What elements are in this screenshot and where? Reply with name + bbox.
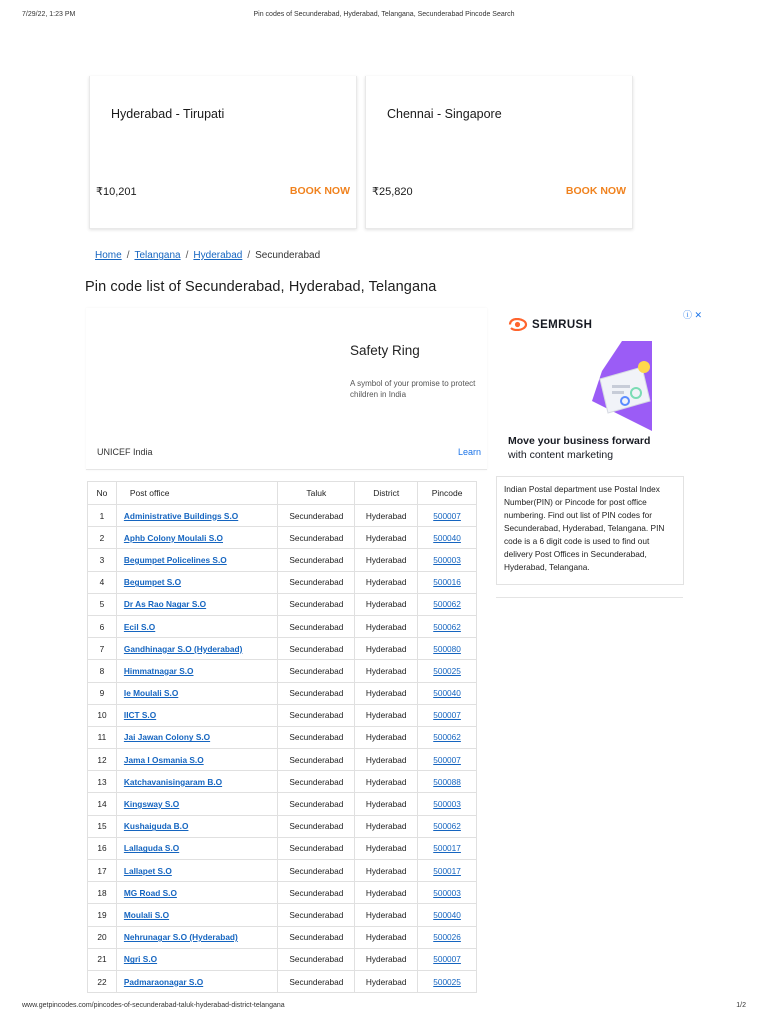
post-office-link[interactable]: Aphb Colony Moulali S.O bbox=[123, 532, 223, 543]
row-number: 14 bbox=[88, 793, 117, 815]
breadcrumb-separator: / bbox=[247, 250, 251, 261]
taluk-cell: Secunderabad bbox=[278, 615, 355, 637]
table-row bbox=[88, 837, 477, 859]
district-cell: Hyderabad bbox=[355, 682, 418, 704]
taluk-cell: Secunderabad bbox=[278, 815, 355, 837]
post-office-link[interactable]: Lallapet S.O bbox=[123, 865, 172, 876]
district-cell: Hyderabad bbox=[355, 860, 418, 882]
row-number: 19 bbox=[88, 904, 117, 926]
district-cell: Hyderabad bbox=[355, 505, 418, 527]
dashboard-illustration-icon bbox=[592, 341, 652, 431]
table-row bbox=[88, 660, 477, 682]
district-cell: Hyderabad bbox=[355, 749, 418, 771]
pincode-link[interactable]: 500017 bbox=[433, 865, 461, 876]
pincode-link[interactable]: 500080 bbox=[433, 643, 461, 654]
post-office-link[interactable]: Himmatnagar S.O bbox=[123, 665, 194, 676]
breadcrumb-separator: / bbox=[185, 250, 189, 261]
taluk-cell: Secunderabad bbox=[278, 948, 355, 970]
taluk-cell: Secunderabad bbox=[278, 571, 355, 593]
post-office-link[interactable]: Jai Jawan Colony S.O bbox=[123, 732, 211, 743]
flight-price: ₹10,201 bbox=[96, 186, 137, 198]
breadcrumb-state-link[interactable]: Telangana bbox=[134, 250, 181, 261]
ad-learn-more-link[interactable]: Learn bbox=[458, 447, 482, 457]
table-body bbox=[88, 505, 477, 993]
district-cell: Hyderabad bbox=[355, 638, 418, 660]
district-cell: Hyderabad bbox=[355, 726, 418, 748]
district-cell: Hyderabad bbox=[355, 549, 418, 571]
ad-headline: Move your business forward bbox=[508, 435, 651, 447]
breadcrumb-home-link[interactable]: Home bbox=[95, 250, 122, 261]
print-url: www.getpincodes.com/pincodes-of-secunderabad-taluk-hyderabad-district-telangana bbox=[22, 1002, 285, 1009]
print-datetime: 7/29/22, 1:23 PM bbox=[22, 11, 76, 18]
book-now-button[interactable]: BOOK NOW bbox=[289, 185, 350, 197]
table-row bbox=[88, 882, 477, 904]
district-cell: Hyderabad bbox=[355, 660, 418, 682]
table-row bbox=[88, 615, 477, 637]
district-cell: Hyderabad bbox=[355, 926, 418, 948]
post-office-link[interactable]: Ecil S.O bbox=[123, 621, 156, 632]
pincode-link[interactable]: 500017 bbox=[433, 843, 461, 854]
table-row bbox=[88, 549, 477, 571]
pincode-link[interactable]: 500007 bbox=[433, 510, 461, 521]
table-row bbox=[88, 638, 477, 660]
table-row bbox=[88, 505, 477, 527]
taluk-cell: Secunderabad bbox=[278, 549, 355, 571]
taluk-cell: Secunderabad bbox=[278, 926, 355, 948]
divider bbox=[496, 597, 683, 598]
post-office-link[interactable]: MG Road S.O bbox=[123, 887, 177, 898]
table-row bbox=[88, 860, 477, 882]
print-header bbox=[0, 11, 768, 23]
taluk-cell: Secunderabad bbox=[278, 882, 355, 904]
row-number: 2 bbox=[88, 527, 117, 549]
row-number: 7 bbox=[88, 638, 117, 660]
post-office-link[interactable]: Moulali S.O bbox=[123, 909, 170, 920]
taluk-cell: Secunderabad bbox=[278, 527, 355, 549]
row-number: 12 bbox=[88, 749, 117, 771]
header-pincode: Pincode bbox=[418, 482, 477, 505]
row-number: 1 bbox=[88, 505, 117, 527]
taluk-cell: Secunderabad bbox=[278, 660, 355, 682]
post-office-link[interactable]: Begumpet Policelines S.O bbox=[123, 554, 227, 565]
table-row bbox=[88, 682, 477, 704]
table-row bbox=[88, 793, 477, 815]
district-cell: Hyderabad bbox=[355, 904, 418, 926]
post-office-link[interactable]: Kingsway S.O bbox=[123, 799, 180, 810]
breadcrumb bbox=[95, 250, 320, 261]
semrush-flame-icon bbox=[508, 318, 528, 331]
district-cell: Hyderabad bbox=[355, 571, 418, 593]
table-row bbox=[88, 815, 477, 837]
post-office-link[interactable]: Gandhinagar S.O (Hyderabad) bbox=[123, 643, 243, 654]
district-cell: Hyderabad bbox=[355, 837, 418, 859]
taluk-cell: Secunderabad bbox=[278, 726, 355, 748]
flight-card[interactable] bbox=[89, 76, 357, 229]
row-number: 20 bbox=[88, 926, 117, 948]
taluk-cell: Secunderabad bbox=[278, 682, 355, 704]
district-cell: Hyderabad bbox=[355, 970, 418, 992]
row-number: 3 bbox=[88, 549, 117, 571]
print-page-number: 1/2 bbox=[736, 1002, 746, 1009]
taluk-cell: Secunderabad bbox=[278, 904, 355, 926]
district-cell: Hyderabad bbox=[355, 793, 418, 815]
pincode-link[interactable]: 500062 bbox=[433, 732, 461, 743]
taluk-cell: Secunderabad bbox=[278, 771, 355, 793]
taluk-cell: Secunderabad bbox=[278, 593, 355, 615]
table-header-row bbox=[88, 482, 477, 505]
row-number: 6 bbox=[88, 615, 117, 637]
ad-description: A symbol of your promise to protect children in India bbox=[350, 379, 476, 399]
table-row bbox=[88, 571, 477, 593]
post-office-link[interactable]: Ie Moulali S.O bbox=[123, 688, 179, 699]
taluk-cell: Secunderabad bbox=[278, 860, 355, 882]
taluk-cell: Secunderabad bbox=[278, 837, 355, 859]
district-cell: Hyderabad bbox=[355, 593, 418, 615]
row-number: 4 bbox=[88, 571, 117, 593]
breadcrumb-current: Secunderabad bbox=[255, 250, 321, 261]
table-row bbox=[88, 527, 477, 549]
post-office-link[interactable]: Kushaiguda B.O bbox=[123, 821, 189, 832]
header-taluk: Taluk bbox=[278, 482, 355, 505]
table-row bbox=[88, 771, 477, 793]
flight-card[interactable] bbox=[365, 76, 633, 229]
post-office-link[interactable]: Ngri S.O bbox=[123, 954, 158, 965]
flight-route: Hyderabad - Tirupati bbox=[111, 107, 225, 121]
flight-price: ₹25,820 bbox=[372, 186, 413, 198]
row-number: 16 bbox=[88, 837, 117, 859]
pincode-link[interactable]: 500088 bbox=[433, 776, 461, 787]
row-number: 5 bbox=[88, 593, 117, 615]
table-row bbox=[88, 970, 477, 992]
row-number: 11 bbox=[88, 726, 117, 748]
pincode-link[interactable]: 500007 bbox=[433, 754, 461, 765]
ad-advertiser: UNICEF India bbox=[97, 447, 153, 457]
post-office-link[interactable]: Padmaraonagar S.O bbox=[123, 976, 204, 987]
pincode-link[interactable]: 500025 bbox=[433, 665, 461, 676]
pincode-link[interactable]: 500062 bbox=[433, 621, 461, 632]
taluk-cell: Secunderabad bbox=[278, 704, 355, 726]
breadcrumb-district-link[interactable]: Hyderabad bbox=[193, 250, 243, 261]
row-number: 8 bbox=[88, 660, 117, 682]
pincode-link[interactable]: 500040 bbox=[433, 688, 461, 699]
district-cell: Hyderabad bbox=[355, 704, 418, 726]
row-number: 17 bbox=[88, 860, 117, 882]
pincode-info-box: Indian Postal department use Postal Index Number(PIN) or Pincode for post office numbering. Find out list of PIN codes for Secunderabad, Hyderabad, Telangana. PIN code is a 6 digit code is used to find out delivery Post Offices in Secunderabad, Hyderabad, Telangana. bbox=[496, 476, 684, 585]
table-row bbox=[88, 926, 477, 948]
district-cell: Hyderabad bbox=[355, 948, 418, 970]
pincode-link[interactable]: 500025 bbox=[433, 976, 461, 987]
header-district: District bbox=[355, 482, 418, 505]
district-cell: Hyderabad bbox=[355, 527, 418, 549]
district-cell: Hyderabad bbox=[355, 771, 418, 793]
pincode-link[interactable]: 500016 bbox=[433, 577, 461, 588]
post-office-link[interactable]: Lallaguda S.O bbox=[123, 843, 180, 854]
post-office-link[interactable]: Nehrunagar S.O (Hyderabad) bbox=[123, 932, 238, 943]
taluk-cell: Secunderabad bbox=[278, 505, 355, 527]
post-office-link[interactable]: Dr As Rao Nagar S.O bbox=[123, 599, 207, 610]
post-office-link[interactable]: Jama I Osmania S.O bbox=[123, 754, 204, 765]
pincode-link[interactable]: 500003 bbox=[433, 554, 461, 565]
table-row bbox=[88, 904, 477, 926]
page-title: Pin code list of Secunderabad, Hyderabad, Telangana bbox=[85, 279, 437, 295]
taluk-cell: Secunderabad bbox=[278, 793, 355, 815]
table-row bbox=[88, 593, 477, 615]
ad-title: Safety Ring bbox=[350, 343, 420, 358]
pincode-link[interactable]: 500062 bbox=[433, 599, 461, 610]
pincode-link[interactable]: 500003 bbox=[433, 887, 461, 898]
pincode-link[interactable]: 500007 bbox=[433, 954, 461, 965]
pincode-link[interactable]: 500007 bbox=[433, 710, 461, 721]
row-number: 15 bbox=[88, 815, 117, 837]
print-footer bbox=[0, 1002, 768, 1014]
header-no: No bbox=[88, 482, 117, 505]
unicef-ad[interactable] bbox=[86, 308, 487, 470]
row-number: 13 bbox=[88, 771, 117, 793]
semrush-logo bbox=[508, 318, 592, 331]
row-number: 9 bbox=[88, 682, 117, 704]
row-number: 10 bbox=[88, 704, 117, 726]
post-office-link[interactable]: Katchavanisingaram B.O bbox=[123, 776, 223, 787]
table-row bbox=[88, 948, 477, 970]
district-cell: Hyderabad bbox=[355, 615, 418, 637]
pincode-link[interactable]: 500003 bbox=[433, 799, 461, 810]
book-now-button[interactable]: BOOK NOW bbox=[565, 185, 626, 197]
print-page-title: Pin codes of Secunderabad, Hyderabad, Telangana, Secunderabad Pincode Search bbox=[253, 11, 515, 18]
table-row bbox=[88, 704, 477, 726]
district-cell: Hyderabad bbox=[355, 815, 418, 837]
semrush-ad[interactable] bbox=[496, 307, 704, 472]
row-number: 18 bbox=[88, 882, 117, 904]
flight-route: Chennai - Singapore bbox=[387, 107, 502, 121]
taluk-cell: Secunderabad bbox=[278, 638, 355, 660]
table-row bbox=[88, 726, 477, 748]
pincode-table bbox=[87, 481, 477, 993]
ad-choices-close-icon[interactable]: ⓘ ✕ bbox=[682, 310, 702, 320]
row-number: 21 bbox=[88, 948, 117, 970]
table-row bbox=[88, 749, 477, 771]
header-post-office: Post office bbox=[116, 482, 278, 505]
post-office-link[interactable]: IICT S.O bbox=[123, 710, 157, 721]
pincode-link[interactable]: 500026 bbox=[433, 932, 461, 943]
pincode-link[interactable]: 500040 bbox=[433, 909, 461, 920]
pincode-link[interactable]: 500062 bbox=[433, 821, 461, 832]
post-office-link[interactable]: Administrative Buildings S.O bbox=[123, 510, 239, 521]
post-office-link[interactable]: Begumpet S.O bbox=[123, 577, 182, 588]
district-cell: Hyderabad bbox=[355, 882, 418, 904]
pincode-link[interactable]: 500040 bbox=[433, 532, 461, 543]
taluk-cell: Secunderabad bbox=[278, 970, 355, 992]
taluk-cell: Secunderabad bbox=[278, 749, 355, 771]
semrush-wordmark: SEMRUSH bbox=[532, 318, 593, 331]
ad-subline: with content marketing bbox=[508, 449, 614, 461]
row-number: 22 bbox=[88, 970, 117, 992]
breadcrumb-separator: / bbox=[126, 250, 130, 261]
